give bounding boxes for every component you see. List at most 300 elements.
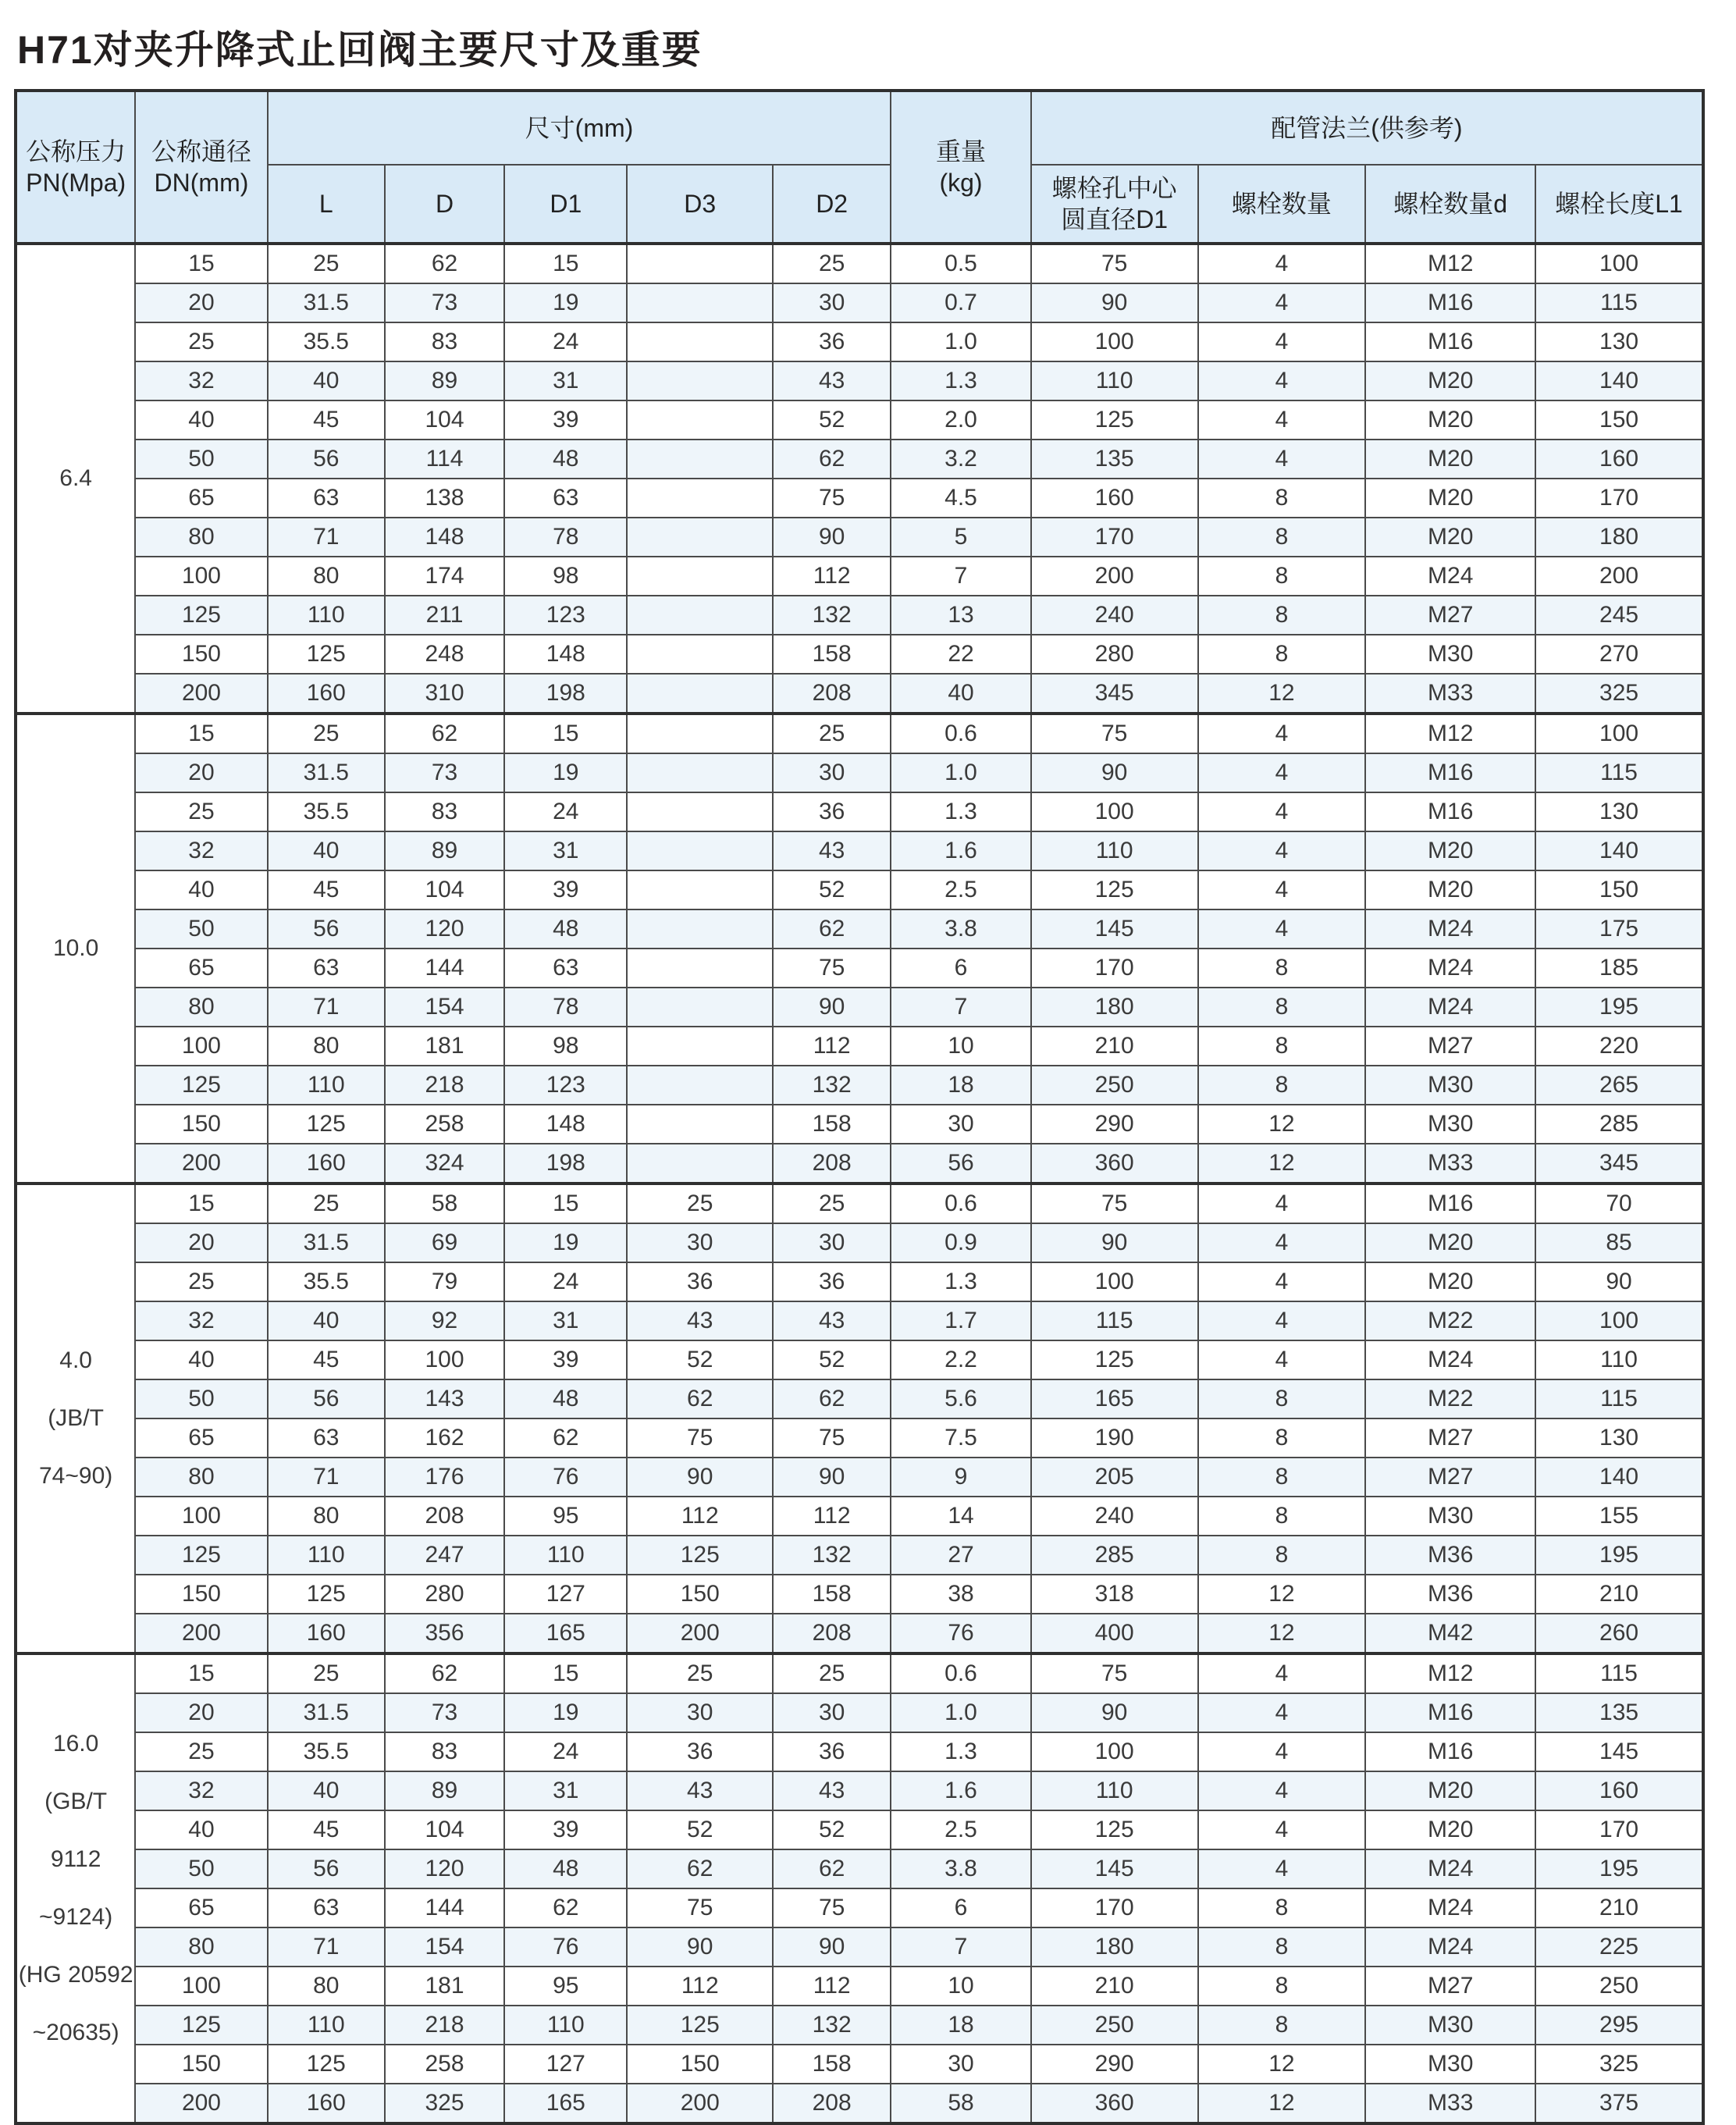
col-group-pipe-flange: 配管法兰(供参考) xyxy=(1031,91,1703,165)
cell-d3 xyxy=(627,361,773,400)
cell-bolt-d: M16 xyxy=(1365,1184,1535,1223)
col-header-bolt-circle-line2: 圆直径D1 xyxy=(1061,205,1169,233)
cell-d: 120 xyxy=(385,1849,504,1888)
cell-bolt-circle: 180 xyxy=(1031,1927,1198,1967)
cell-bolt-len: 140 xyxy=(1535,1458,1703,1497)
cell-kg: 5.6 xyxy=(891,1379,1030,1418)
table-row xyxy=(16,1888,1703,1927)
cell-d2: 62 xyxy=(773,909,891,949)
cell-d2: 158 xyxy=(773,635,891,674)
cell-d1: 19 xyxy=(504,1223,627,1262)
cell-bolt-qty: 4 xyxy=(1198,870,1366,909)
table-row xyxy=(16,557,1703,596)
cell-bolt-d: M30 xyxy=(1365,2006,1535,2045)
cell-bolt-circle: 90 xyxy=(1031,283,1198,322)
table-row xyxy=(16,1653,1703,1693)
cell-bolt-qty: 4 xyxy=(1198,909,1366,949)
cell-bolt-len: 130 xyxy=(1535,1418,1703,1458)
cell-bolt-d: M20 xyxy=(1365,479,1535,518)
cell-l: 160 xyxy=(268,1614,385,1653)
cell-bolt-circle: 100 xyxy=(1031,1732,1198,1771)
cell-bolt-qty: 8 xyxy=(1198,635,1366,674)
cell-d2: 208 xyxy=(773,1614,891,1653)
cell-bolt-circle: 240 xyxy=(1031,1497,1198,1536)
cell-dn: 15 xyxy=(135,1184,267,1223)
cell-bolt-d: M24 xyxy=(1365,557,1535,596)
cell-bolt-circle: 90 xyxy=(1031,753,1198,792)
cell-d3: 150 xyxy=(627,1575,773,1614)
cell-bolt-d: M16 xyxy=(1365,753,1535,792)
cell-d: 92 xyxy=(385,1301,504,1340)
col-header-bolt-circle xyxy=(1031,165,1198,244)
cell-bolt-qty: 4 xyxy=(1198,1693,1366,1732)
table-row xyxy=(16,988,1703,1027)
cell-bolt-qty: 8 xyxy=(1198,479,1366,518)
cell-bolt-qty: 12 xyxy=(1198,1575,1366,1614)
cell-d: 218 xyxy=(385,1066,504,1105)
cell-d2: 25 xyxy=(773,1653,891,1693)
table-row xyxy=(16,1810,1703,1849)
cell-bolt-d: M20 xyxy=(1365,361,1535,400)
cell-d2: 112 xyxy=(773,1497,891,1536)
cell-bolt-circle: 280 xyxy=(1031,635,1198,674)
cell-d1: 31 xyxy=(504,1771,627,1810)
table-row xyxy=(16,909,1703,949)
cell-bolt-circle: 75 xyxy=(1031,1653,1198,1693)
cell-bolt-len: 100 xyxy=(1535,714,1703,753)
cell-dn: 15 xyxy=(135,714,267,753)
cell-d: 83 xyxy=(385,322,504,361)
cell-l: 125 xyxy=(268,2045,385,2084)
cell-dn: 65 xyxy=(135,479,267,518)
cell-bolt-qty: 8 xyxy=(1198,1927,1366,1967)
table-row xyxy=(16,322,1703,361)
cell-l: 56 xyxy=(268,1849,385,1888)
cell-d3 xyxy=(627,1144,773,1184)
cell-bolt-qty: 4 xyxy=(1198,1849,1366,1888)
cell-dn: 40 xyxy=(135,1810,267,1849)
cell-d3 xyxy=(627,283,773,322)
pn-group-label-line: 74~90) xyxy=(39,1463,113,1489)
cell-kg: 38 xyxy=(891,1575,1030,1614)
cell-d1: 15 xyxy=(504,1653,627,1693)
cell-bolt-qty: 8 xyxy=(1198,1458,1366,1497)
cell-bolt-len: 345 xyxy=(1535,1144,1703,1184)
cell-l: 63 xyxy=(268,949,385,988)
cell-kg: 0.6 xyxy=(891,1184,1030,1223)
cell-bolt-d: M24 xyxy=(1365,1927,1535,1967)
cell-kg: 2.5 xyxy=(891,1810,1030,1849)
cell-dn: 150 xyxy=(135,2045,267,2084)
cell-bolt-d: M16 xyxy=(1365,322,1535,361)
cell-d1: 78 xyxy=(504,988,627,1027)
cell-kg: 1.0 xyxy=(891,1693,1030,1732)
cell-bolt-len: 200 xyxy=(1535,557,1703,596)
cell-d2: 36 xyxy=(773,322,891,361)
cell-d2: 43 xyxy=(773,1301,891,1340)
table-row xyxy=(16,1223,1703,1262)
cell-dn: 15 xyxy=(135,1653,267,1693)
cell-kg: 7 xyxy=(891,988,1030,1027)
cell-d2: 75 xyxy=(773,1418,891,1458)
cell-dn: 25 xyxy=(135,322,267,361)
cell-bolt-qty: 4 xyxy=(1198,1262,1366,1301)
cell-dn: 25 xyxy=(135,1262,267,1301)
cell-bolt-qty: 4 xyxy=(1198,714,1366,753)
cell-bolt-d: M24 xyxy=(1365,1888,1535,1927)
cell-kg: 7 xyxy=(891,1927,1030,1967)
cell-d1: 19 xyxy=(504,283,627,322)
cell-d: 280 xyxy=(385,1575,504,1614)
cell-bolt-d: M27 xyxy=(1365,1027,1535,1066)
cell-bolt-qty: 12 xyxy=(1198,2045,1366,2084)
table-row xyxy=(16,1379,1703,1418)
cell-bolt-len: 260 xyxy=(1535,1614,1703,1653)
cell-d: 143 xyxy=(385,1379,504,1418)
cell-dn: 125 xyxy=(135,1536,267,1575)
cell-d3: 36 xyxy=(627,1262,773,1301)
cell-d2: 36 xyxy=(773,792,891,831)
cell-d3 xyxy=(627,322,773,361)
cell-d: 120 xyxy=(385,909,504,949)
cell-bolt-d: M12 xyxy=(1365,714,1535,753)
cell-d1: 165 xyxy=(504,2084,627,2123)
cell-l: 71 xyxy=(268,518,385,557)
pn-group-label-line: ~9124) xyxy=(39,1904,113,1930)
table-row xyxy=(16,2084,1703,2123)
pn-group-label-line: (JB/T xyxy=(48,1405,104,1431)
cell-bolt-len: 140 xyxy=(1535,361,1703,400)
cell-bolt-circle: 75 xyxy=(1031,1184,1198,1223)
cell-dn: 65 xyxy=(135,949,267,988)
cell-bolt-qty: 8 xyxy=(1198,1379,1366,1418)
cell-kg: 22 xyxy=(891,635,1030,674)
cell-dn: 125 xyxy=(135,1066,267,1105)
cell-d2: 25 xyxy=(773,244,891,283)
cell-d3 xyxy=(627,557,773,596)
col-header-D3: D3 xyxy=(627,165,773,244)
cell-bolt-len: 295 xyxy=(1535,2006,1703,2045)
cell-bolt-qty: 8 xyxy=(1198,1536,1366,1575)
cell-kg: 1.7 xyxy=(891,1301,1030,1340)
cell-dn: 50 xyxy=(135,440,267,479)
cell-bolt-d: M22 xyxy=(1365,1301,1535,1340)
cell-bolt-qty: 4 xyxy=(1198,1771,1366,1810)
cell-bolt-len: 170 xyxy=(1535,479,1703,518)
cell-kg: 1.3 xyxy=(891,792,1030,831)
cell-dn: 150 xyxy=(135,635,267,674)
cell-bolt-d: M24 xyxy=(1365,909,1535,949)
cell-bolt-d: M30 xyxy=(1365,1066,1535,1105)
cell-kg: 2.0 xyxy=(891,400,1030,440)
cell-d2: 25 xyxy=(773,1184,891,1223)
cell-bolt-len: 100 xyxy=(1535,244,1703,283)
cell-bolt-qty: 12 xyxy=(1198,1144,1366,1184)
cell-bolt-qty: 8 xyxy=(1198,1888,1366,1927)
cell-bolt-qty: 8 xyxy=(1198,596,1366,635)
cell-d: 211 xyxy=(385,596,504,635)
cell-d: 62 xyxy=(385,244,504,283)
cell-d3 xyxy=(627,674,773,714)
cell-bolt-qty: 4 xyxy=(1198,400,1366,440)
cell-bolt-len: 285 xyxy=(1535,1105,1703,1144)
cell-kg: 13 xyxy=(891,596,1030,635)
cell-d2: 158 xyxy=(773,1105,891,1144)
cell-bolt-qty: 8 xyxy=(1198,1967,1366,2006)
cell-d3: 52 xyxy=(627,1810,773,1849)
cell-bolt-circle: 165 xyxy=(1031,1379,1198,1418)
cell-bolt-qty: 4 xyxy=(1198,361,1366,400)
cell-bolt-d: M33 xyxy=(1365,674,1535,714)
cell-d2: 36 xyxy=(773,1262,891,1301)
cell-dn: 20 xyxy=(135,753,267,792)
table-row xyxy=(16,440,1703,479)
table-row xyxy=(16,479,1703,518)
cell-bolt-qty: 4 xyxy=(1198,283,1366,322)
cell-d: 148 xyxy=(385,518,504,557)
cell-l: 125 xyxy=(268,1105,385,1144)
cell-d1: 148 xyxy=(504,1105,627,1144)
cell-d3 xyxy=(627,792,773,831)
cell-d1: 15 xyxy=(504,714,627,753)
cell-d2: 75 xyxy=(773,1888,891,1927)
cell-d2: 75 xyxy=(773,479,891,518)
cell-d3 xyxy=(627,753,773,792)
table-row xyxy=(16,596,1703,635)
cell-d3 xyxy=(627,244,773,283)
cell-d: 144 xyxy=(385,949,504,988)
cell-d2: 158 xyxy=(773,1575,891,1614)
cell-d1: 123 xyxy=(504,1066,627,1105)
cell-dn: 125 xyxy=(135,596,267,635)
table-row xyxy=(16,1027,1703,1066)
cell-d: 162 xyxy=(385,1418,504,1458)
cell-bolt-len: 115 xyxy=(1535,753,1703,792)
cell-d3: 112 xyxy=(627,1497,773,1536)
cell-bolt-len: 195 xyxy=(1535,1536,1703,1575)
cell-bolt-circle: 160 xyxy=(1031,479,1198,518)
cell-bolt-len: 115 xyxy=(1535,283,1703,322)
cell-dn: 200 xyxy=(135,674,267,714)
cell-dn: 125 xyxy=(135,2006,267,2045)
cell-bolt-qty: 8 xyxy=(1198,949,1366,988)
cell-bolt-qty: 4 xyxy=(1198,1810,1366,1849)
cell-bolt-qty: 4 xyxy=(1198,753,1366,792)
cell-bolt-len: 155 xyxy=(1535,1497,1703,1536)
cell-d1: 63 xyxy=(504,479,627,518)
cell-bolt-circle: 100 xyxy=(1031,792,1198,831)
table-row xyxy=(16,1301,1703,1340)
cell-l: 35.5 xyxy=(268,1732,385,1771)
cell-l: 35.5 xyxy=(268,792,385,831)
cell-d3: 125 xyxy=(627,2006,773,2045)
cell-d3: 62 xyxy=(627,1379,773,1418)
cell-l: 160 xyxy=(268,674,385,714)
cell-d1: 95 xyxy=(504,1497,627,1536)
cell-d3: 52 xyxy=(627,1340,773,1379)
cell-d: 58 xyxy=(385,1184,504,1223)
table-row xyxy=(16,2006,1703,2045)
col-header-L: L xyxy=(268,165,385,244)
cell-kg: 40 xyxy=(891,674,1030,714)
cell-d1: 148 xyxy=(504,635,627,674)
cell-bolt-d: M20 xyxy=(1365,870,1535,909)
cell-kg: 30 xyxy=(891,1105,1030,1144)
cell-d2: 25 xyxy=(773,714,891,753)
cell-bolt-d: M20 xyxy=(1365,400,1535,440)
cell-d2: 208 xyxy=(773,674,891,714)
cell-l: 35.5 xyxy=(268,1262,385,1301)
cell-bolt-d: M22 xyxy=(1365,1379,1535,1418)
cell-bolt-d: M16 xyxy=(1365,1732,1535,1771)
cell-bolt-d: M16 xyxy=(1365,792,1535,831)
cell-bolt-circle: 240 xyxy=(1031,596,1198,635)
cell-dn: 40 xyxy=(135,870,267,909)
cell-bolt-qty: 4 xyxy=(1198,322,1366,361)
col-header-nominal-pressure-line2: PN(Mpa) xyxy=(26,169,126,197)
cell-d1: 62 xyxy=(504,1888,627,1927)
cell-bolt-qty: 4 xyxy=(1198,244,1366,283)
cell-d1: 95 xyxy=(504,1967,627,2006)
table-row xyxy=(16,1693,1703,1732)
cell-l: 25 xyxy=(268,1653,385,1693)
cell-l: 45 xyxy=(268,1810,385,1849)
table-row xyxy=(16,949,1703,988)
table-row xyxy=(16,244,1703,283)
cell-d: 100 xyxy=(385,1340,504,1379)
col-header-nominal-pressure-line1: 公称压力 xyxy=(26,137,126,166)
table-row xyxy=(16,400,1703,440)
cell-kg: 2.5 xyxy=(891,870,1030,909)
cell-bolt-len: 160 xyxy=(1535,1771,1703,1810)
cell-l: 110 xyxy=(268,1066,385,1105)
cell-d2: 112 xyxy=(773,557,891,596)
cell-bolt-circle: 100 xyxy=(1031,1262,1198,1301)
cell-d1: 31 xyxy=(504,831,627,870)
cell-kg: 3.8 xyxy=(891,1849,1030,1888)
cell-d: 89 xyxy=(385,1771,504,1810)
cell-kg: 1.6 xyxy=(891,831,1030,870)
cell-d3: 43 xyxy=(627,1301,773,1340)
cell-d3 xyxy=(627,1027,773,1066)
cell-kg: 10 xyxy=(891,1027,1030,1066)
cell-d1: 98 xyxy=(504,1027,627,1066)
cell-d2: 132 xyxy=(773,1066,891,1105)
cell-d2: 43 xyxy=(773,361,891,400)
cell-l: 160 xyxy=(268,1144,385,1184)
cell-d3 xyxy=(627,596,773,635)
cell-bolt-d: M36 xyxy=(1365,1575,1535,1614)
cell-kg: 10 xyxy=(891,1967,1030,2006)
cell-bolt-qty: 12 xyxy=(1198,674,1366,714)
cell-kg: 14 xyxy=(891,1497,1030,1536)
cell-l: 160 xyxy=(268,2084,385,2123)
cell-bolt-d: M30 xyxy=(1365,1105,1535,1144)
cell-bolt-len: 85 xyxy=(1535,1223,1703,1262)
cell-l: 56 xyxy=(268,909,385,949)
cell-d: 79 xyxy=(385,1262,504,1301)
cell-bolt-circle: 318 xyxy=(1031,1575,1198,1614)
table-header xyxy=(16,91,1703,244)
cell-bolt-circle: 115 xyxy=(1031,1301,1198,1340)
col-header-nominal-diameter-line1: 公称通径 xyxy=(151,137,251,166)
cell-d1: 198 xyxy=(504,674,627,714)
cell-d: 325 xyxy=(385,2084,504,2123)
cell-bolt-d: M20 xyxy=(1365,1771,1535,1810)
cell-d1: 39 xyxy=(504,1340,627,1379)
table-row xyxy=(16,1575,1703,1614)
col-header-nominal-pressure xyxy=(16,91,135,244)
cell-d2: 52 xyxy=(773,400,891,440)
cell-l: 110 xyxy=(268,1536,385,1575)
col-header-nominal-diameter xyxy=(135,91,267,244)
table-row xyxy=(16,1771,1703,1810)
cell-l: 40 xyxy=(268,831,385,870)
cell-kg: 1.6 xyxy=(891,1771,1030,1810)
cell-bolt-qty: 8 xyxy=(1198,1497,1366,1536)
cell-bolt-d: M24 xyxy=(1365,1849,1535,1888)
col-header-bolt-circle-line1: 螺栓孔中心 xyxy=(1051,174,1177,202)
cell-kg: 1.3 xyxy=(891,361,1030,400)
cell-bolt-len: 265 xyxy=(1535,1066,1703,1105)
cell-dn: 32 xyxy=(135,361,267,400)
cell-bolt-qty: 12 xyxy=(1198,1614,1366,1653)
cell-d3: 90 xyxy=(627,1458,773,1497)
cell-kg: 0.6 xyxy=(891,1653,1030,1693)
cell-d3 xyxy=(627,1105,773,1144)
col-header-bolt-d: 螺栓数量d xyxy=(1365,165,1535,244)
cell-l: 80 xyxy=(268,1967,385,2006)
cell-d1: 24 xyxy=(504,322,627,361)
cell-bolt-circle: 190 xyxy=(1031,1418,1198,1458)
cell-kg: 9 xyxy=(891,1458,1030,1497)
cell-bolt-qty: 4 xyxy=(1198,1223,1366,1262)
cell-d: 73 xyxy=(385,753,504,792)
cell-bolt-len: 175 xyxy=(1535,909,1703,949)
cell-bolt-circle: 170 xyxy=(1031,1888,1198,1927)
cell-d1: 39 xyxy=(504,400,627,440)
cell-kg: 18 xyxy=(891,1066,1030,1105)
cell-d: 114 xyxy=(385,440,504,479)
cell-l: 110 xyxy=(268,596,385,635)
cell-bolt-circle: 75 xyxy=(1031,244,1198,283)
cell-l: 80 xyxy=(268,1497,385,1536)
cell-bolt-len: 220 xyxy=(1535,1027,1703,1066)
col-header-bolt-qty: 螺栓数量 xyxy=(1198,165,1366,244)
cell-bolt-d: M12 xyxy=(1365,1653,1535,1693)
cell-bolt-d: M27 xyxy=(1365,1458,1535,1497)
cell-d1: 48 xyxy=(504,1379,627,1418)
cell-bolt-d: M33 xyxy=(1365,1144,1535,1184)
cell-dn: 25 xyxy=(135,1732,267,1771)
cell-bolt-d: M42 xyxy=(1365,1614,1535,1653)
cell-bolt-circle: 200 xyxy=(1031,557,1198,596)
cell-bolt-len: 100 xyxy=(1535,1301,1703,1340)
cell-dn: 40 xyxy=(135,1340,267,1379)
cell-l: 31.5 xyxy=(268,283,385,322)
table-row xyxy=(16,1066,1703,1105)
cell-d3: 25 xyxy=(627,1653,773,1693)
cell-d: 324 xyxy=(385,1144,504,1184)
cell-d1: 19 xyxy=(504,1693,627,1732)
cell-dn: 80 xyxy=(135,1458,267,1497)
cell-d2: 52 xyxy=(773,1340,891,1379)
cell-l: 45 xyxy=(268,400,385,440)
cell-bolt-d: M20 xyxy=(1365,440,1535,479)
cell-d: 83 xyxy=(385,1732,504,1771)
cell-l: 45 xyxy=(268,870,385,909)
cell-d1: 39 xyxy=(504,870,627,909)
